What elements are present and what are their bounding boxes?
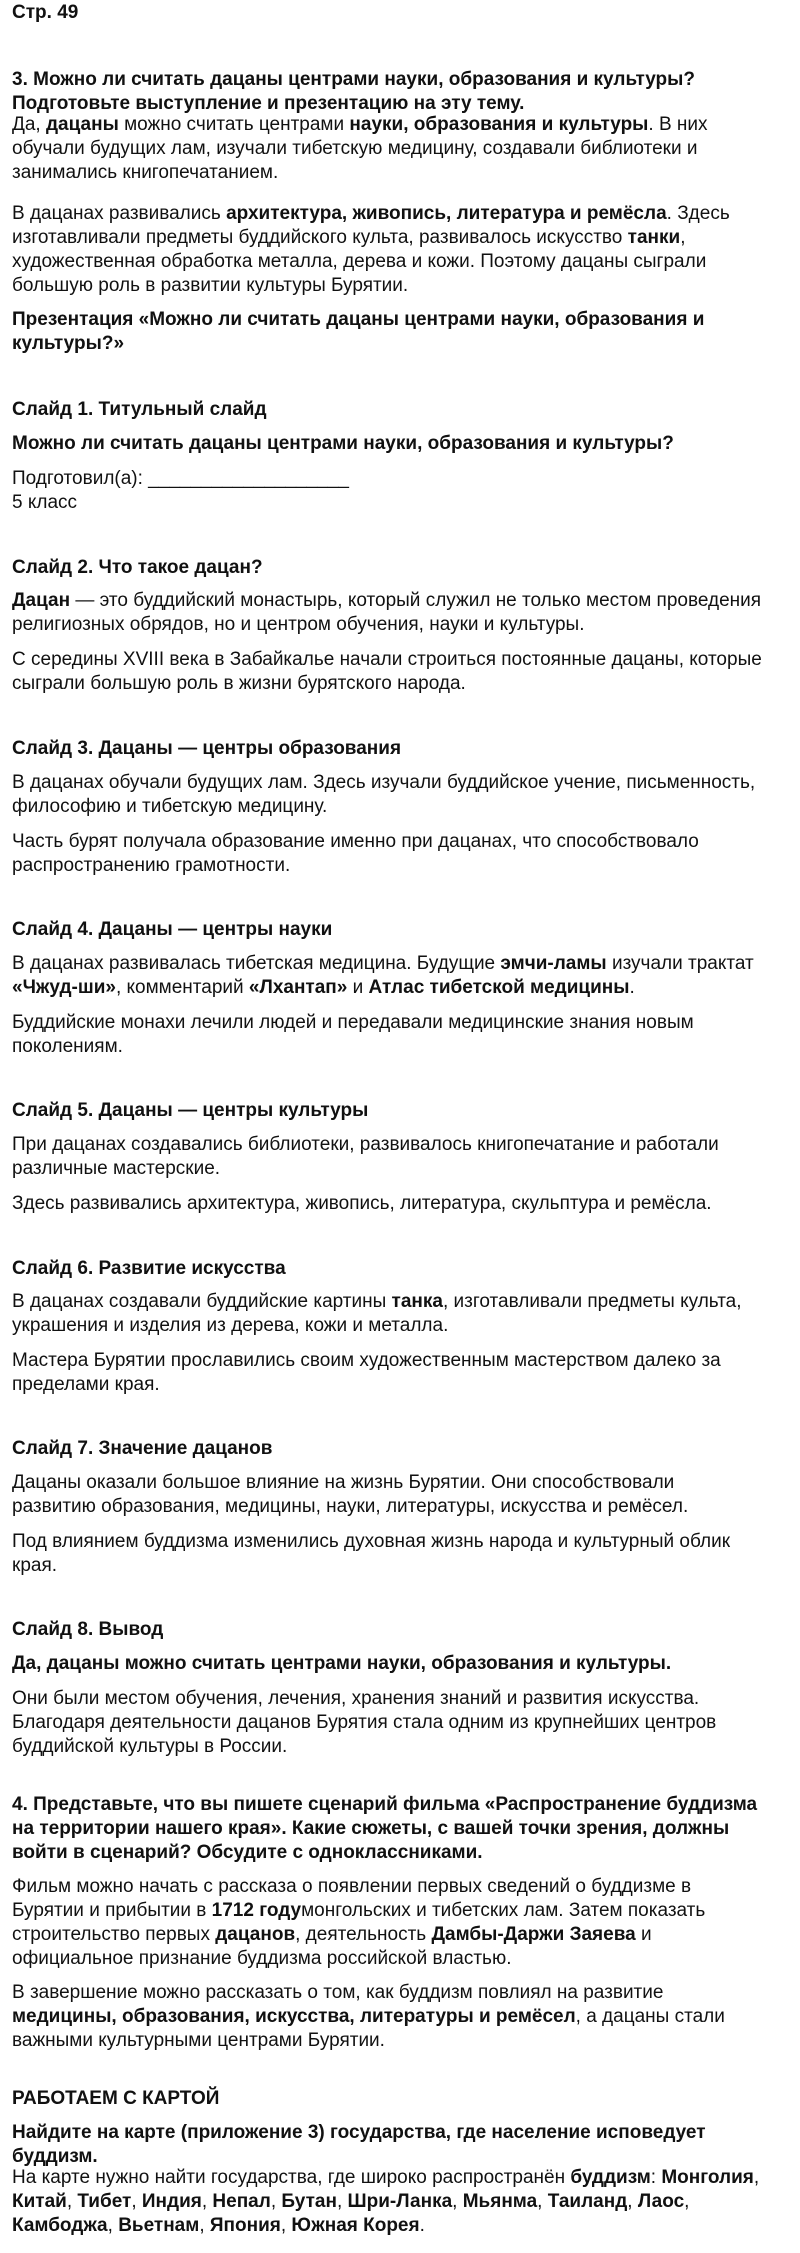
country-separator: ,	[270, 2191, 282, 2212]
slide-heading-text: Слайд 2. Что такое дацан?	[12, 557, 263, 578]
country-name: Бутан	[281, 2191, 337, 2212]
text-span: , деятельность	[295, 1924, 432, 1945]
text-span: На карте нужно найти государства, где широко распространён	[12, 2167, 571, 2188]
slide-title-text: Можно ли считать дацаны центрами науки, образования и культуры?	[12, 433, 674, 454]
country-separator: ,	[66, 2191, 78, 2212]
text-span: монгольских и тибетских лам. Затем показать строительство первых	[12, 1900, 706, 1945]
map-section-heading	[12, 2087, 762, 2111]
country-separator: ,	[336, 2191, 348, 2212]
text-span: и официальное признание буддизма российской властью.	[12, 1924, 652, 1969]
text-span: . Здесь изготавливали предметы буддийского культа, развивалось искусство	[12, 203, 730, 248]
slide-heading-text: Слайд 8. Вывод	[12, 1619, 164, 1640]
question-4-title	[12, 1793, 762, 1865]
country-separator: .	[419, 2215, 425, 2236]
slide-heading-text: Слайд 1. Титульный слайд	[12, 399, 267, 420]
bold-term: дацаны	[46, 114, 119, 135]
country-separator: ,	[627, 2191, 638, 2212]
slide-5-heading	[12, 1099, 762, 1123]
slide-1-title	[12, 432, 762, 456]
slide-2-paragraph-2: С середины XVIII века в Забайкалье начали строиться постоянные дацаны, которые сыграли большую роль в жизни бурятского народа.	[12, 649, 762, 694]
bold-term: Дамбы-Даржи Заяева	[431, 1924, 636, 1945]
text-span: . В них обучали будущих лам, изучали тибетскую медицину, создавали библиотеки и занимались книгопечатанием.	[12, 114, 708, 183]
slide-8-heading	[12, 1618, 762, 1642]
country-name: Таиланд	[547, 2191, 628, 2212]
slide-1-heading	[12, 398, 762, 422]
slide-6-heading	[12, 1257, 762, 1281]
country-separator: ,	[107, 2215, 119, 2236]
country-name: Южная Корея	[291, 2215, 420, 2236]
country-name: Шри-Ланка	[347, 2191, 453, 2212]
question-3-title-text: 3. Можно ли считать дацаны центрами науки, образования и культуры? Подготовьте выступление и презентацию на эту тему.	[12, 69, 695, 114]
bold-term: «Лхантап»	[248, 977, 348, 998]
conclusion-text: Да, дацаны можно считать центрами науки, образования и культуры.	[12, 1653, 672, 1674]
slide-1-grade: 5 класс	[12, 492, 78, 513]
country-name: Непал	[212, 2191, 271, 2212]
map-task-text: Найдите на карте (приложение 3) государства, где население исповедует буддизм.	[12, 2122, 706, 2167]
slide-3-paragraph-2: Часть бурят получала образование именно при дацанах, что способствовало распространению грамотности.	[12, 831, 699, 876]
slide-2-paragraph-1	[12, 589, 762, 637]
country-separator: ,	[201, 2191, 213, 2212]
text-span: Да,	[12, 114, 46, 135]
bold-term: дацанов	[215, 1924, 296, 1945]
country-name: Япония	[209, 2215, 281, 2236]
slide-heading-text: Слайд 6. Развитие искусства	[12, 1258, 286, 1279]
question-3-title	[12, 68, 762, 116]
country-separator: ,	[452, 2191, 463, 2212]
text-span: , а дацаны стали важными культурными центрами Бурятии.	[12, 2006, 725, 2051]
slide-heading-text: Слайд 5. Дацаны — центры культуры	[12, 1100, 369, 1121]
map-answer	[12, 2166, 762, 2238]
slide-7-heading	[12, 1437, 762, 1461]
country-separator: ,	[199, 2215, 210, 2236]
text-span: , изготавливали предметы культа, украшения и изделия из дерева, кожи и металла.	[12, 1291, 742, 1336]
slide-5-paragraph-2: Здесь развивались архитектура, живопись, литература, скульптура и ремёсла.	[12, 1193, 712, 1214]
slide-4-paragraph-1	[12, 952, 762, 1000]
bold-term: танки	[627, 227, 681, 248]
slide-6-paragraph-2: Мастера Бурятии прославились своим художественным мастерством далеко за пределами края.	[12, 1350, 721, 1395]
bold-term: медицины, образования, искусства, литературы и ремёсел	[12, 2006, 576, 2027]
country-separator: ,	[280, 2215, 292, 2236]
slide-4-heading	[12, 918, 762, 942]
text-span: :	[650, 2167, 657, 2188]
country-separator: ,	[753, 2167, 760, 2188]
slide-4-paragraph-2: Буддийские монахи лечили людей и передавали медицинские знания новым поколениям.	[12, 1012, 694, 1057]
text-span: можно считать центрами	[118, 114, 350, 135]
text-span: , художественная обработка металла, дерева и кожи. Поэтому дацаны сыграли большую роль в развитии культуры Бурятии.	[12, 227, 707, 296]
presentation-title	[12, 308, 762, 356]
bold-term: Атлас тибетской медицины	[368, 977, 630, 998]
question-4-title-text: 4. Представьте, что вы пишете сценарий фильма «Распространение буддизма на территории нашего края». Какие сюжеты, с вашей точки зрения, должны войти в сценарий? Обсудите с одноклассниками.	[12, 1794, 758, 1863]
page-label: Стр. 49	[12, 2, 79, 23]
country-separator: ,	[131, 2191, 142, 2212]
slide-8-paragraph: Они были местом обучения, лечения, хранения знаний и развития искусства. Благодаря деятельности дацанов Бурятия стала одним из крупнейших центров буддийской культуры в России.	[12, 1688, 717, 1757]
text-span: В дацанах развивались	[12, 203, 227, 224]
country-name: Вьетнам	[118, 2215, 200, 2236]
slide-6-paragraph-1	[12, 1290, 762, 1338]
text-span: В завершение можно рассказать о том, как буддизм повлиял на развитие	[12, 1982, 664, 2003]
country-name: Мьянма	[462, 2191, 538, 2212]
slide-3-paragraph-1: В дацанах обучали будущих лам. Здесь изучали буддийское учение, письменность, философию и тибетскую медицину.	[12, 772, 756, 817]
slide-heading-text: Слайд 7. Значение дацанов	[12, 1438, 273, 1459]
slide-7-paragraph-1: Дацаны оказали большое влияние на жизнь Бурятии. Они способствовали развитию образования, медицины, науки, литературы, искусства и ремёсел.	[12, 1472, 689, 1517]
bold-term: Дацан	[12, 590, 71, 611]
slide-heading-text: Слайд 4. Дацаны — центры науки	[12, 919, 333, 940]
text-span: и	[347, 977, 369, 998]
text-span: .	[629, 977, 635, 998]
bold-term: архитектура, живопись, литература и ремёсла	[226, 203, 667, 224]
answer-3-paragraph-2	[12, 202, 762, 298]
text-span: изучали трактат	[606, 953, 754, 974]
presentation-title-text: Презентация «Можно ли считать дацаны центрами науки, образования и культуры?»	[12, 309, 705, 354]
bold-term: танка	[391, 1291, 443, 1312]
slide-heading-text: Слайд 3. Дацаны — центры образования	[12, 738, 402, 759]
bold-term: науки, образования и культуры	[349, 114, 649, 135]
slide-2-heading	[12, 556, 762, 580]
bold-term: «Чжуд-ши»	[12, 977, 116, 998]
map-heading-text: РАБОТАЕМ С КАРТОЙ	[12, 2088, 220, 2109]
slide-7-paragraph-2: Под влиянием буддизма изменились духовная жизнь народа и культурный облик края.	[12, 1531, 731, 1576]
bold-term: буддизм	[570, 2167, 651, 2188]
country-name: Тибет	[77, 2191, 132, 2212]
country-name: Индия	[141, 2191, 202, 2212]
country-separator: ,	[684, 2191, 690, 2212]
country-name: Камбоджа	[12, 2215, 108, 2236]
answer-4-paragraph-1	[12, 1875, 762, 1971]
map-task	[12, 2121, 762, 2169]
bold-term: 1712 году	[211, 1900, 302, 1921]
answer-3-paragraph-1	[12, 113, 762, 185]
country-name: Монголия	[661, 2167, 754, 2188]
country-name: Китай	[12, 2191, 67, 2212]
text-span: В дацанах создавали буддийские картины	[12, 1291, 392, 1312]
slide-1-prepared-by: Подготовил(а): ___________________	[12, 468, 349, 489]
answer-4-paragraph-2	[12, 1981, 762, 2053]
text-span: — это буддийский монастырь, который служил не только местом проведения религиозных обрядов, но и центром обучения, науки и культуры.	[12, 590, 762, 635]
text-span: В дацанах развивалась тибетская медицина. Будущие	[12, 953, 501, 974]
bold-term: эмчи-ламы	[500, 953, 607, 974]
text-span: , комментарий	[115, 977, 249, 998]
slide-8-conclusion	[12, 1652, 762, 1676]
slide-3-heading	[12, 737, 762, 761]
slide-5-paragraph-1: При дацанах создавались библиотеки, развивалось книгопечатание и работали различные мастерские.	[12, 1134, 719, 1179]
country-separator: ,	[537, 2191, 548, 2212]
text-span: Фильм можно начать с рассказа о появлении первых сведений о буддизме в Бурятии и прибытии в	[12, 1876, 692, 1921]
country-name: Лаос	[637, 2191, 685, 2212]
